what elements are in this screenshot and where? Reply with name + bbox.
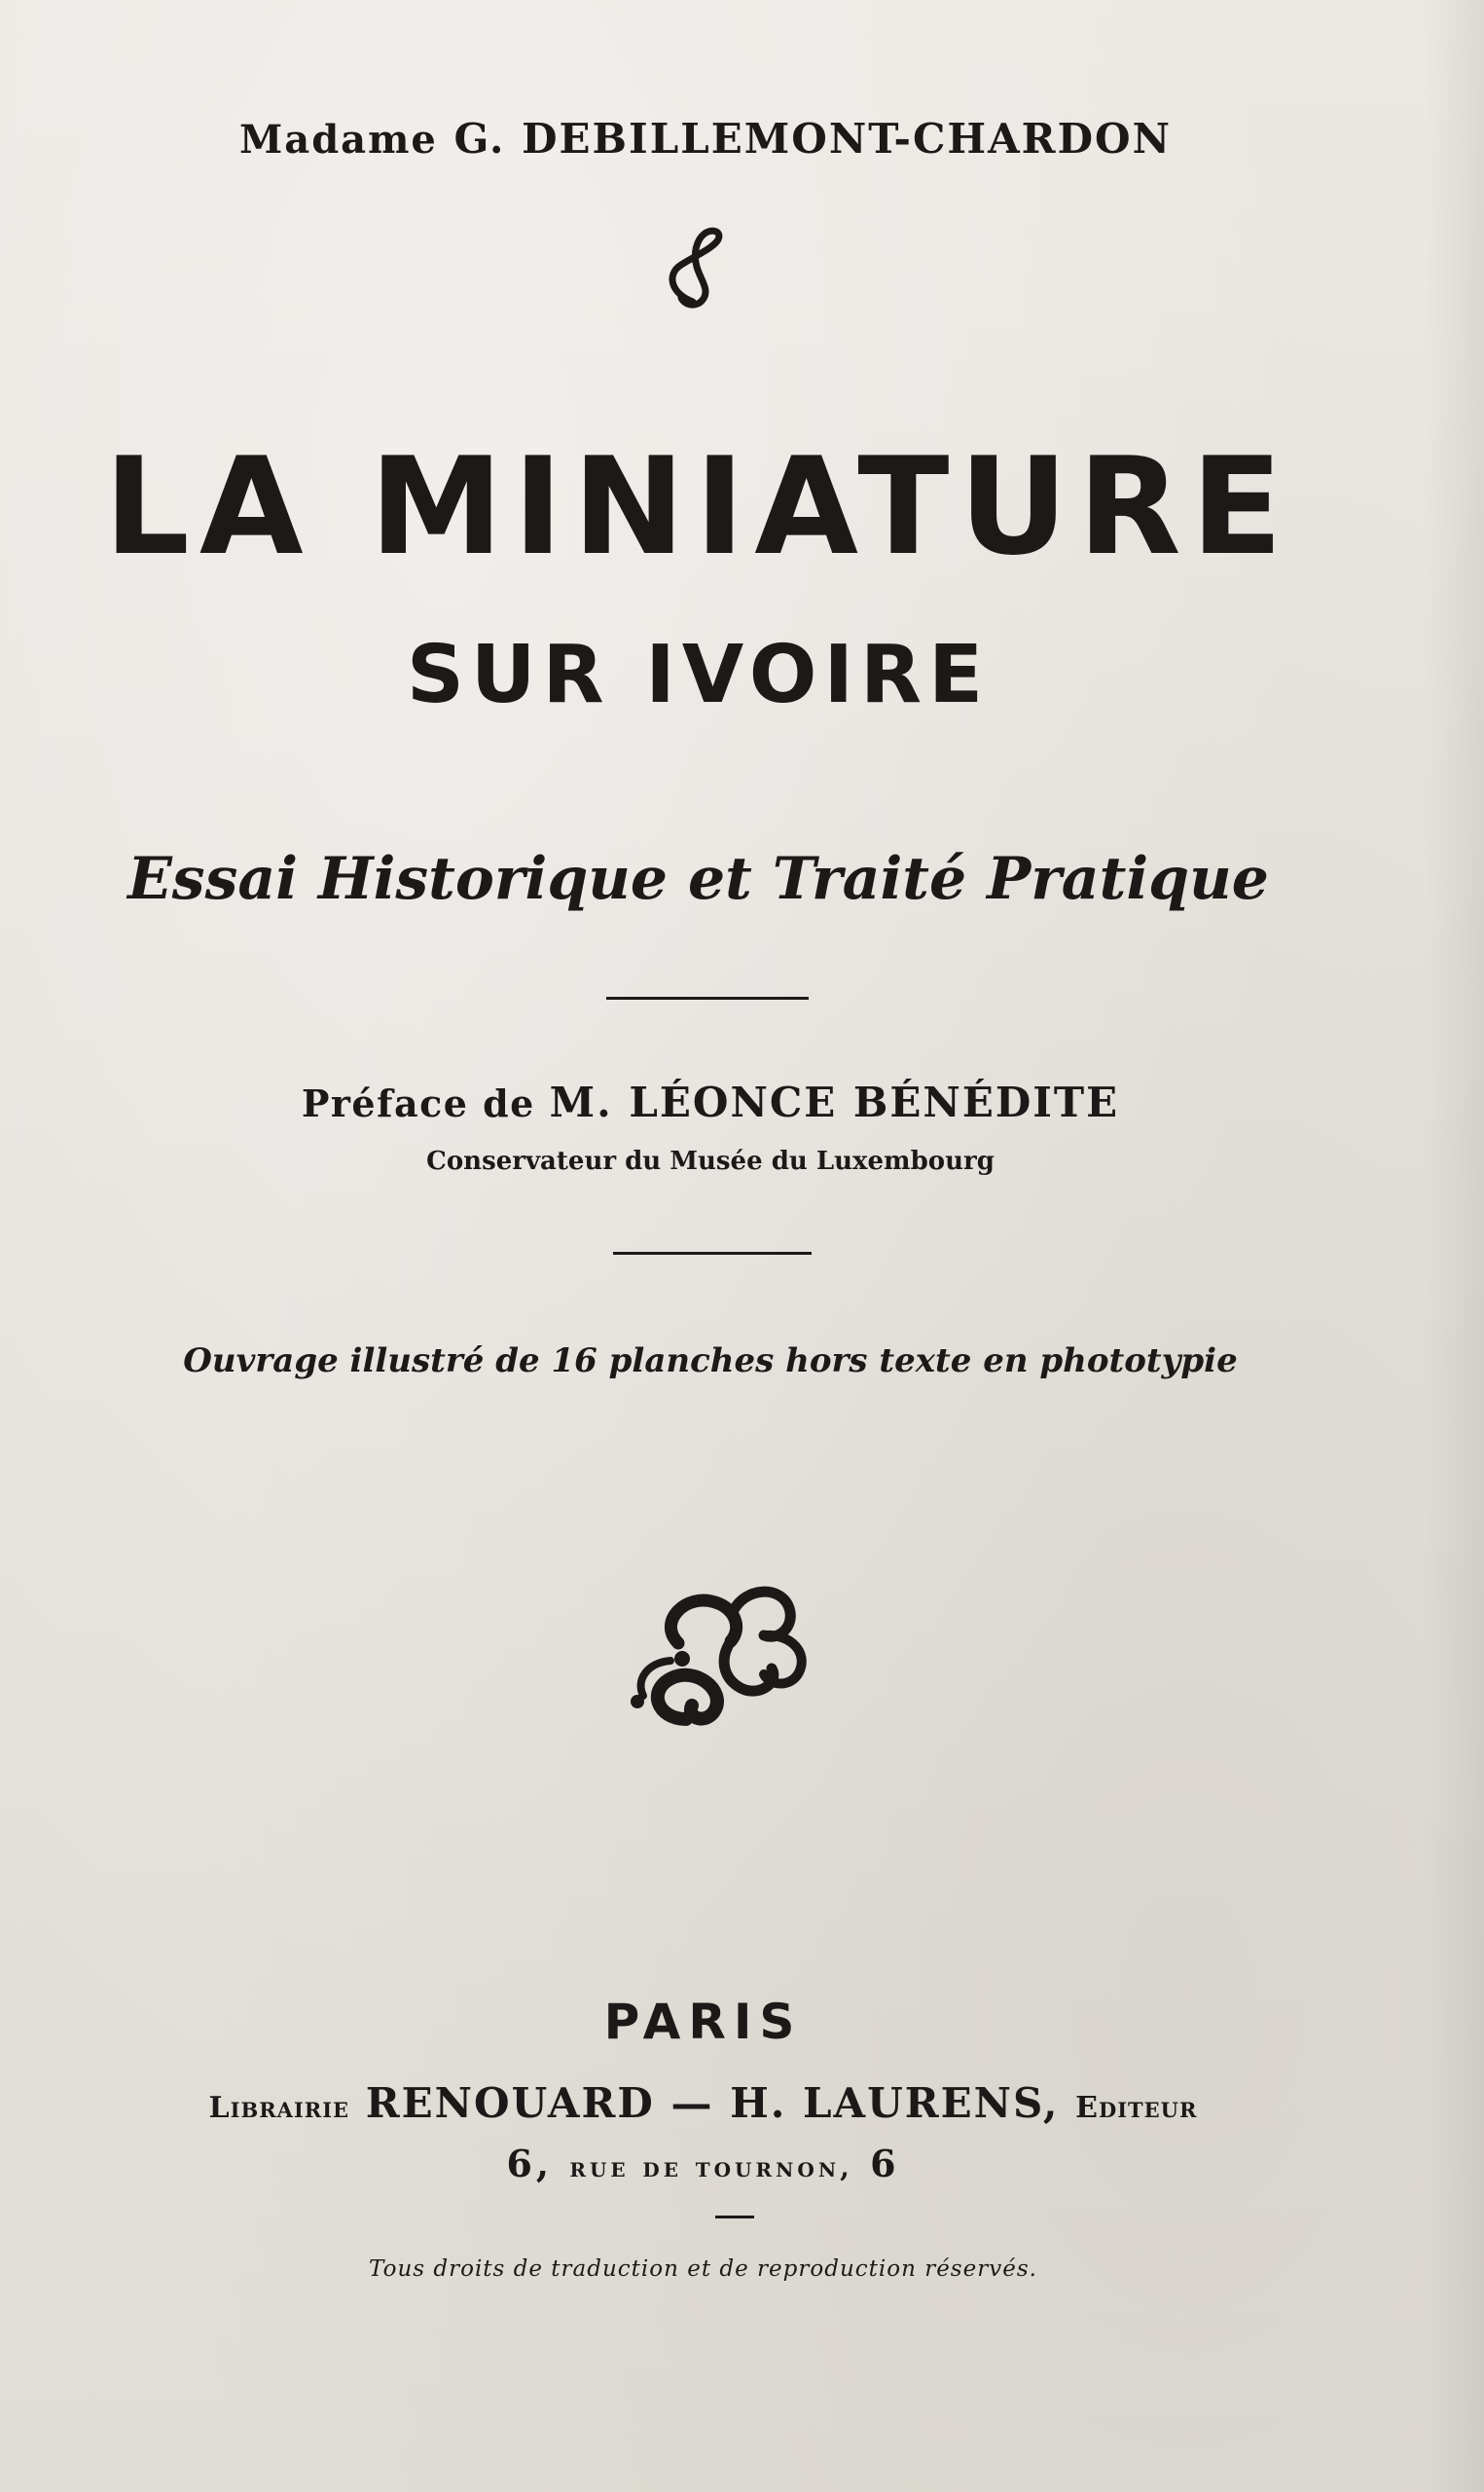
imprint-editeur: Editeur (1075, 2091, 1198, 2125)
author-line (0, 115, 1411, 163)
rights-notice: Tous droits de traduction et de reproduction réservés. (369, 2256, 1037, 2282)
imprint-address-number-2: 6 (870, 2142, 900, 2185)
preface-line (0, 1079, 1421, 1126)
main-title: LA MINIATURE (103, 428, 1293, 585)
imprint-city: PARIS (603, 1994, 803, 2050)
scroll-ornament-icon (618, 1573, 822, 1748)
preface-author-role: Conservateur du Musée du Luxembourg (426, 1147, 995, 1176)
imprint-librairie: Librairie (208, 2091, 350, 2125)
imprint-address-street: rue de tournon, (569, 2151, 853, 2183)
author-name: G. DEBILLEMONT-CHARDON (453, 115, 1172, 163)
preface-author: M. LÉONCE BÉNÉDITE (549, 1079, 1120, 1126)
divider-rule (606, 997, 809, 1000)
subtitle: SUR IVOIRE (406, 629, 991, 721)
imprint-publisher (0, 2079, 1406, 2127)
preface-prefix: Préface de (301, 1081, 535, 1125)
divider-rule (715, 2216, 754, 2218)
fleuron-icon (654, 226, 732, 313)
essay-subtitle: Essai Historique et Traité Pratique (127, 845, 1269, 913)
divider-rule (613, 1252, 812, 1255)
imprint-publisher-names: RENOUARD — H. LAURENS, (365, 2079, 1060, 2127)
page-edge-shadow (1426, 0, 1484, 2492)
imprint-address-number: 6, (506, 2142, 554, 2185)
illustration-note: Ouvrage illustré de 16 planches hors texte en phototypie (183, 1341, 1238, 1380)
author-prefix: Madame (239, 117, 438, 163)
imprint-address (0, 2142, 1406, 2185)
